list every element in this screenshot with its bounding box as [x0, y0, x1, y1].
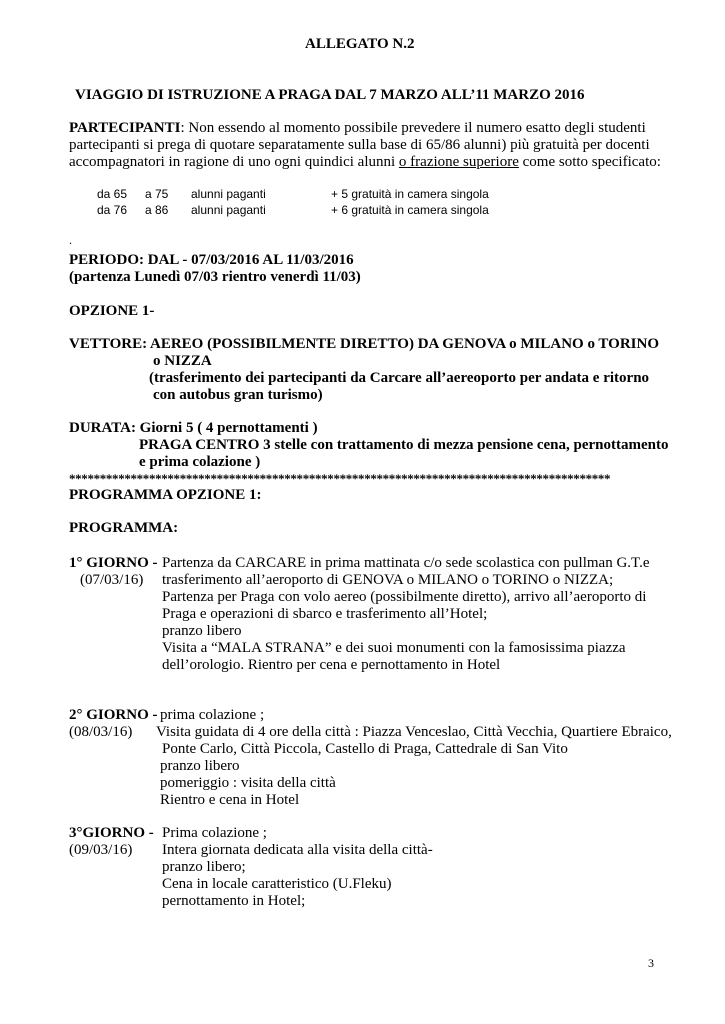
page-number: 3 — [648, 956, 654, 970]
quota-type-1: alunni paganti — [191, 187, 266, 201]
participants-label: PARTECIPANTI — [69, 120, 181, 136]
duration-line: DURATA: Giorni 5 ( 4 pernottamenti ) — [69, 420, 318, 436]
day1-line-7: dell’orologio. Rientro per cena e pernottamento in Hotel — [162, 657, 501, 673]
day1-line-3: Partenza per Praga con volo aereo (possibilmente diretto), arrivo all’aeroporto di — [162, 589, 647, 605]
option-title: OPZIONE 1- — [69, 303, 155, 319]
carrier-line-1 — [69, 336, 659, 353]
program-option-title: PROGRAMMA OPZIONE 1: — [69, 487, 262, 503]
day3-line-1: Prima colazione ; — [162, 825, 267, 841]
hotel-line-1: PRAGA CENTRO 3 stelle con trattamento di mezza pensione cena, pernottamento — [139, 437, 669, 453]
participants-line-1 — [69, 120, 656, 137]
day2-label: 2° GIORNO - — [69, 707, 158, 723]
day1-date: (07/03/16) — [80, 572, 144, 588]
day2-line-5: pomeriggio : visita della città — [160, 775, 336, 791]
day3-label: 3°GIORNO - — [69, 825, 154, 841]
quota-type-2: alunni paganti — [191, 203, 266, 217]
participants-line-3 — [69, 154, 661, 171]
participants-text-1: : Non essendo al momento possibile prevedere il numero esatto degli studenti — [180, 120, 646, 136]
quota-free-2: + 6 gratuità in camera singola — [331, 203, 489, 217]
period-line — [69, 252, 354, 269]
day1-line-6: Visita a “MALA STRANA” e dei suoi monumenti con la famosissima piazza — [162, 640, 626, 656]
quota-from-1: da 65 — [97, 187, 128, 201]
quota-to-1: a 75 — [145, 187, 169, 201]
day2-date: (08/03/16) — [69, 724, 133, 740]
day1-line-1: Partenza da CARCARE in prima mattinata c/o sede scolastica con pullman G.T.e — [162, 555, 650, 571]
participants-text-3a: accompagnatori in ragione di uno ogni quindici alunni — [69, 154, 399, 170]
trip-title: VIAGGIO DI ISTRUZIONE A PRAGA DAL 7 MARZO ALL’11 MARZO 2016 — [75, 87, 585, 103]
day2-line-1: prima colazione ; — [160, 707, 265, 723]
carrier-text: : AEREO (POSSIBILMENTE DIRETTO) DA GENOVA o MILANO o TORINO — [142, 336, 660, 352]
day2-line-4: pranzo libero — [160, 758, 240, 774]
stray-dot: . — [69, 233, 72, 247]
day3-line-4: Cena in locale caratteristico (U.Fleku) — [162, 876, 392, 892]
day2-line-3: Ponte Carlo, Città Piccola, Castello di Praga, Cattedrale di San Vito — [162, 741, 568, 757]
day3-line-2: Intera giornata dedicata alla visita della città- — [162, 842, 433, 858]
separator-line: **************************************************************************************** — [69, 471, 611, 486]
day1-line-5: pranzo libero — [162, 623, 242, 639]
carrier-line-3: (trasferimento dei partecipanti da Carcare all’aereoporto per andata e ritorno — [149, 370, 650, 386]
period-label: PERIODO — [69, 252, 140, 268]
day3-line-5: pernottamento in Hotel; — [162, 893, 306, 909]
participants-text-3b: come sotto specificato: — [518, 154, 661, 170]
day2-line-6: Rientro e cena in Hotel — [160, 792, 300, 808]
day3-line-3: pranzo libero; — [162, 859, 246, 875]
day2-line-2: Visita guidata di 4 ore della città : Piazza Venceslao, Città Vecchia, Quartiere Ebraico, — [156, 724, 672, 740]
period-note: (partenza Lunedì 07/03 rientro venerdì 11/03) — [69, 269, 361, 285]
quota-from-2: da 76 — [97, 203, 128, 217]
quota-to-2: a 86 — [145, 203, 169, 217]
day1-line-4: Praga e operazioni di sbarco e trasferimento all’Hotel; — [162, 606, 488, 622]
participants-underlined: o frazione superiore — [398, 154, 519, 170]
carrier-line-4: con autobus gran turismo) — [153, 387, 323, 403]
day1-line-2: trasferimento all’aeroporto di GENOVA o MILANO o TORINO o NIZZA; — [162, 572, 614, 588]
program-title: PROGRAMMA: — [69, 520, 179, 536]
quota-free-1: + 5 gratuità in camera singola — [331, 187, 489, 201]
day3-date: (09/03/16) — [69, 842, 133, 858]
carrier-label: VETTORE — [69, 336, 143, 352]
hotel-line-2: e prima colazione ) — [139, 454, 261, 470]
day1-label: 1° GIORNO - — [69, 555, 158, 571]
annex-title: ALLEGATO N.2 — [305, 36, 415, 52]
participants-line-2: partecipanti si prega di quotare separatamente sulla base di 65/86 alunni) più gratuità per docenti — [69, 137, 650, 153]
carrier-line-2: o NIZZA — [153, 353, 212, 369]
period-value: : DAL - 07/03/2016 AL 11/03/2016 — [139, 252, 354, 268]
